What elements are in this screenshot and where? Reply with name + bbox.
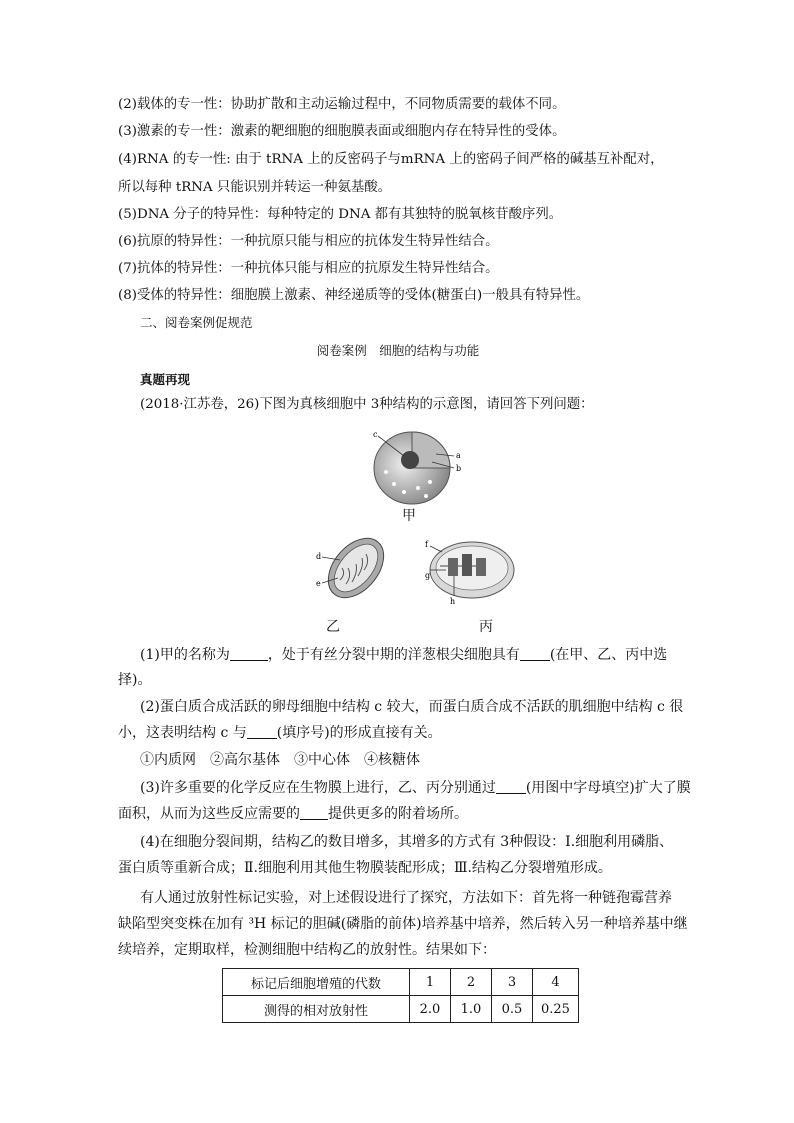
text-line: (3)激素的专一性：激素的靶细胞的细胞膜表面或细胞内存在特异性的受体。 (118, 124, 566, 139)
answer-blank[interactable] (230, 646, 268, 661)
experiment-text: 续培养，定期取样，检测细胞中结构乙的放射性。结果如下： (118, 942, 496, 958)
experiment-text: 缺陷型突变株在加有 ³H 标记的胆碱(磷脂的前体)培养基中培养，然后转入另一种培养基中继 (118, 916, 688, 932)
table-row (223, 996, 579, 1023)
table-row (223, 969, 579, 996)
question-2: (2)蛋白质合成活跃的卵母细胞中结构 c 较大，而蛋白质合成不活跃的肌细胞中结构 c 很 (140, 699, 684, 715)
figure-label-jia: 甲 (402, 508, 416, 524)
table-cell: 测得的相对放射性 (223, 996, 410, 1023)
text-line: 择)。 (118, 672, 152, 688)
question-4: (4)在细胞分裂间期，结构乙的数目增多，其增多的方式有 3种假设：Ⅰ.细胞利用磷脂、 (140, 834, 674, 850)
table-cell: 1.0 (451, 996, 492, 1023)
label-b: b (456, 464, 462, 473)
table-cell: 1 (410, 969, 451, 996)
case-title: 阅卷案例 细胞的结构与功能 (316, 343, 480, 358)
question-4-cont: 蛋白质等重新合成；Ⅱ.细胞利用其他生物膜装配形成；Ⅲ.结构乙分裂增殖形成。 (118, 860, 612, 876)
text-line: (6)抗原的特异性：一种抗原只能与相应的抗体发生特异性结合。 (118, 234, 499, 249)
label-e: e (316, 579, 321, 588)
answer-blank[interactable] (247, 724, 277, 739)
results-table (222, 968, 579, 1023)
nucleus-figure (360, 426, 470, 508)
table-cell: 3 (492, 969, 533, 996)
label-g: g (425, 571, 431, 580)
mitochondrion-figure (316, 530, 388, 606)
experiment-text: 有人通过放射性标记实验，对上述假设进行了探究，方法如下：首先将一种链孢霉营养 (140, 890, 672, 906)
answer-blank[interactable] (520, 646, 550, 661)
question-3-cont: 面积，从而为这些反应需要的 提供更多的附着场所。 (118, 806, 468, 822)
question-3: (3)许多重要的化学反应在生物膜上进行，乙、丙分别通过 (用图中字母填空)扩大了膜 (140, 780, 691, 796)
question-2-options: ①内质网 ②高尔基体 ③中心体 ④核糖体 (140, 752, 420, 768)
subheading: 真题再现 (140, 372, 191, 387)
text-line: (8)受体的特异性：细胞膜上激素、神经递质等的受体(糖蛋白)一般具有特异性。 (118, 288, 590, 303)
text-line: (5)DNA 分子的特异性：每种特定的 DNA 都有其独特的脱氧核苷酸序列。 (118, 207, 563, 222)
text-line: (7)抗体的特异性：一种抗体只能与相应的抗原发生特异性结合。 (118, 261, 499, 276)
label-d: d (316, 552, 322, 561)
figure-label-yi: 乙 (326, 619, 340, 635)
question-2-cont: 小，这表明结构 c 与 (填序号)的形成直接有关。 (118, 725, 442, 741)
question-1: (1)甲的名称为 ，处于有丝分裂中期的洋葱根尖细胞具有 (在甲、乙、丙中选 (140, 647, 668, 663)
table-cell: 2 (451, 969, 492, 996)
text-line: (4)RNA 的专一性: 由于 tRNA 上的反密码子与mRNA 上的密码子间严格的碱基互补配对， (118, 152, 664, 167)
section-heading: 二、阅卷案例促规范 (140, 315, 253, 330)
text-line: 所以每种 tRNA 只能识别并转运一种氨基酸。 (118, 180, 392, 195)
label-a: a (456, 451, 461, 460)
label-h: h (450, 597, 456, 606)
answer-blank[interactable] (496, 779, 526, 794)
label-c: c (373, 430, 378, 439)
chloroplast-figure (420, 536, 516, 606)
table-cell: 0.25 (533, 996, 579, 1023)
label-f: f (425, 540, 428, 549)
table-cell: 0.5 (492, 996, 533, 1023)
table-cell: 标记后细胞增殖的代数 (223, 969, 410, 996)
text-line: (2)载体的专一性：协助扩散和主动运输过程中，不同物质需要的载体不同。 (118, 97, 566, 112)
table-cell: 2.0 (410, 996, 451, 1023)
figure-label-bing: 丙 (479, 619, 493, 635)
answer-blank[interactable] (300, 805, 328, 820)
table-cell: 4 (533, 969, 579, 996)
question-source: (2018·江苏卷，26)下图为真核细胞中 3种结构的示意图，请回答下列问题： (140, 397, 594, 412)
